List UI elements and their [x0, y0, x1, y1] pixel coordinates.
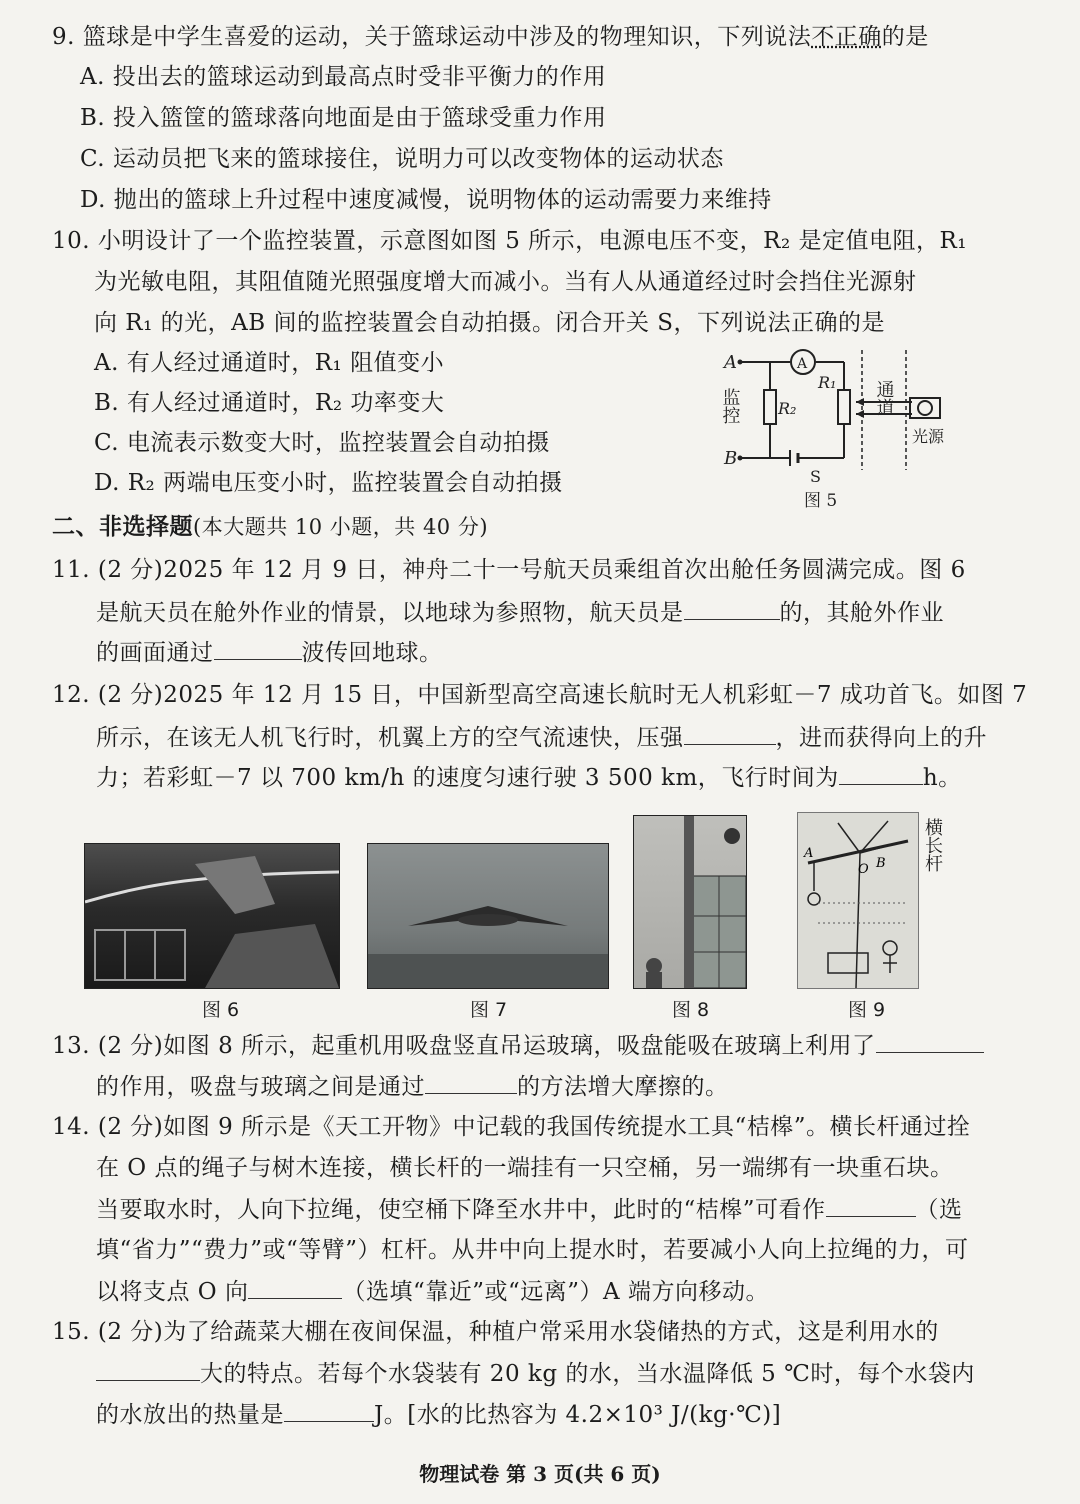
q14-blank-1[interactable] — [826, 1194, 916, 1217]
q9-stem-emphasis — [811, 24, 882, 50]
fig5-channel-label: 通道 — [873, 380, 895, 416]
q10-stem-line-2: 为光敏电阻，其阻值随光照强度增大而减小。当有人从通道经过时会挡住光源射 — [94, 269, 917, 295]
q9-stem-emph-text: 不正确 — [811, 24, 882, 50]
q15-blank-1[interactable] — [96, 1358, 200, 1381]
fig9-label-a: A — [804, 846, 814, 861]
section-2-note: (本大题共 10 小题，共 40 分) — [193, 515, 489, 539]
fig9-label-b: B — [876, 856, 886, 871]
fig9-label-o: O — [858, 862, 869, 877]
fig5-light-label: 光源 — [912, 427, 945, 446]
q14-line-4: 填“省力”“费力”或“等臂”）杠杆。从井中向上提水时，若要减小人向上拉绳的力，可 — [96, 1237, 969, 1263]
fig5-monitor-label: 监控 — [719, 388, 741, 424]
q10-option-b: B. 有人经过通道时，R₂ 功率变大 — [94, 390, 445, 416]
q9-option-a: A. 投出去的篮球运动到最高点时受非平衡力的作用 — [80, 64, 607, 90]
r2-resistor — [764, 390, 776, 424]
q13-line-1 — [52, 1030, 984, 1061]
q14-line-3b: （选 — [915, 1197, 963, 1223]
light-arrow-2 — [856, 410, 864, 418]
q13-line-2 — [96, 1071, 729, 1102]
figure-9-side-label: 横长杆 — [922, 818, 943, 872]
q14-line-3 — [96, 1194, 963, 1225]
fig5-label-a: A — [724, 352, 737, 373]
q11-line-3 — [96, 637, 443, 668]
q10-option-a: A. 有人经过通道时，R₁ 阻值变小 — [94, 350, 445, 376]
q12-line-2 — [96, 722, 987, 753]
q9-option-c: C. 运动员把飞来的篮球接住，说明力可以改变物体的运动状态 — [80, 146, 724, 172]
q14-line-5 — [96, 1276, 769, 1307]
q13-blank-2[interactable] — [425, 1071, 517, 1094]
q13-line-1a: 13. (2 分)如图 8 所示，起重机用吸盘竖直吊运玻璃，吸盘能吸在玻璃上利用了 — [52, 1033, 876, 1059]
q10-option-d: D. R₂ 两端电压变小时，监控装置会自动拍摄 — [94, 470, 563, 496]
light-arrow-1 — [856, 398, 864, 406]
q11-line-2 — [96, 597, 944, 628]
fig5-caption: 图 5 — [804, 491, 838, 511]
q12-line-3b: h。 — [922, 765, 962, 791]
q14-blank-2[interactable] — [248, 1276, 342, 1299]
circuit-figure-5 — [712, 340, 972, 520]
fig5-switch-label: S — [810, 467, 821, 486]
q11-line-2b: 的，其舱外作业 — [779, 600, 944, 626]
q15-line-3b: J。[水的比热容为 4.2×10³ J/(kg·℃)] — [374, 1402, 782, 1428]
q11-line-3b: 波传回地球。 — [301, 640, 443, 666]
section-2-title: 二、非选择题 — [52, 513, 193, 540]
figure-7-photo — [367, 843, 609, 989]
q12-line-3 — [96, 762, 962, 793]
q12-line-1: 12. (2 分)2025 年 12 月 15 日，中国新型高空高速长航时无人机彩虹－7 成功首飞。如图 7 — [52, 682, 1028, 708]
q9-stem-tail: 的是 — [881, 24, 929, 50]
fig5-label-b: B — [724, 448, 738, 469]
section-2-heading — [52, 512, 488, 542]
r1-resistor — [838, 390, 850, 424]
q9-option-d: D. 抛出的篮球上升过程中速度减慢，说明物体的运动需要力来维持 — [80, 187, 772, 213]
q10-option-c: C. 电流表示数变大时，监控装置会自动拍摄 — [94, 430, 550, 456]
q15-blank-2[interactable] — [284, 1399, 374, 1422]
q14-line-1: 14. (2 分)如图 9 所示是《天工开物》中记载的我国传统提水工具“桔槔”。横长杆通过拴 — [52, 1114, 971, 1140]
figure-8-caption: 图 8 — [672, 999, 710, 1021]
q14-line-3a: 当要取水时，人向下拉绳，使空桶下降至水井中，此时的“桔槔”可看作 — [96, 1197, 826, 1223]
q13-line-2a: 的作用，吸盘与玻璃之间是通过 — [96, 1074, 425, 1100]
q13-blank-1[interactable] — [876, 1030, 984, 1053]
q14-line-2: 在 O 点的绳子与树木连接，横长杆的一端挂有一只空桶，另一端绑有一块重石块。 — [96, 1155, 954, 1181]
q14-line-5b: （选填“靠近”或“远离”）A 端方向移动。 — [342, 1279, 769, 1305]
figure-7-caption: 图 7 — [470, 999, 508, 1021]
q10-stem-line-3: 向 R₁ 的光，AB 间的监控装置会自动拍摄。闭合开关 S，下列说法正确的是 — [94, 310, 886, 336]
q10-stem-line-1: 10. 小明设计了一个监控装置，示意图如图 5 所示，电源电压不变，R₂ 是定值电阻，R₁ — [52, 228, 968, 254]
q15-line-3a: 的水放出的热量是 — [96, 1402, 284, 1428]
fig5-ammeter-label: A — [797, 356, 808, 372]
q9-option-b: B. 投入篮筐的篮球落向地面是由于篮球受重力作用 — [80, 105, 607, 131]
q9-stem-text: 9. 篮球是中学生喜爱的运动，关于篮球运动中涉及的物理知识，下列说法 — [52, 24, 812, 50]
q15-line-3 — [96, 1399, 781, 1430]
q11-blank-1[interactable] — [684, 597, 780, 620]
figure-6-caption: 图 6 — [202, 999, 240, 1021]
q12-blank-1[interactable] — [684, 722, 776, 745]
q15-line-1: 15. (2 分)为了给蔬菜大棚在夜间保温，种植户常采用水袋储热的方式，这是利用水的 — [52, 1319, 939, 1345]
q12-line-2a: 所示，在该无人机飞行时，机翼上方的空气流速快，压强 — [96, 725, 684, 751]
q11-line-2a: 是航天员在舱外作业的情景，以地球为参照物，航天员是 — [96, 600, 684, 626]
q12-blank-2[interactable] — [839, 762, 923, 785]
q9-stem — [52, 22, 929, 52]
q14-line-5a: 以将支点 O 向 — [96, 1279, 249, 1305]
q11-line-1: 11. (2 分)2025 年 12 月 9 日，神舟二十一号航天员乘组首次出舱任务圆满完成。图 6 — [52, 557, 966, 583]
q15-line-2b: 大的特点。若每个水袋装有 20 kg 的水，当水温降低 5 ℃时，每个水袋内 — [200, 1361, 975, 1387]
figure-6-photo — [84, 843, 340, 989]
fig5-r1-label: R₁ — [818, 373, 837, 392]
q11-line-3a: 的画面通过 — [96, 640, 214, 666]
page-footer: 物理试卷 第 3 页(共 6 页) — [419, 1462, 661, 1486]
fig5-r2-label: R₂ — [778, 399, 797, 418]
q12-line-2b: ，进而获得向上的升 — [775, 725, 987, 751]
q11-blank-2[interactable] — [214, 637, 302, 660]
figure-9-caption: 图 9 — [848, 999, 886, 1021]
q15-line-2 — [96, 1358, 975, 1389]
q12-line-3a: 力；若彩虹－7 以 700 km/h 的速度匀速行驶 3 500 km，飞行时间为 — [96, 765, 839, 791]
q13-line-2b: 的方法增大摩擦的。 — [517, 1074, 729, 1100]
figure-9-drawing — [797, 812, 919, 989]
figure-8-photo — [633, 815, 747, 989]
